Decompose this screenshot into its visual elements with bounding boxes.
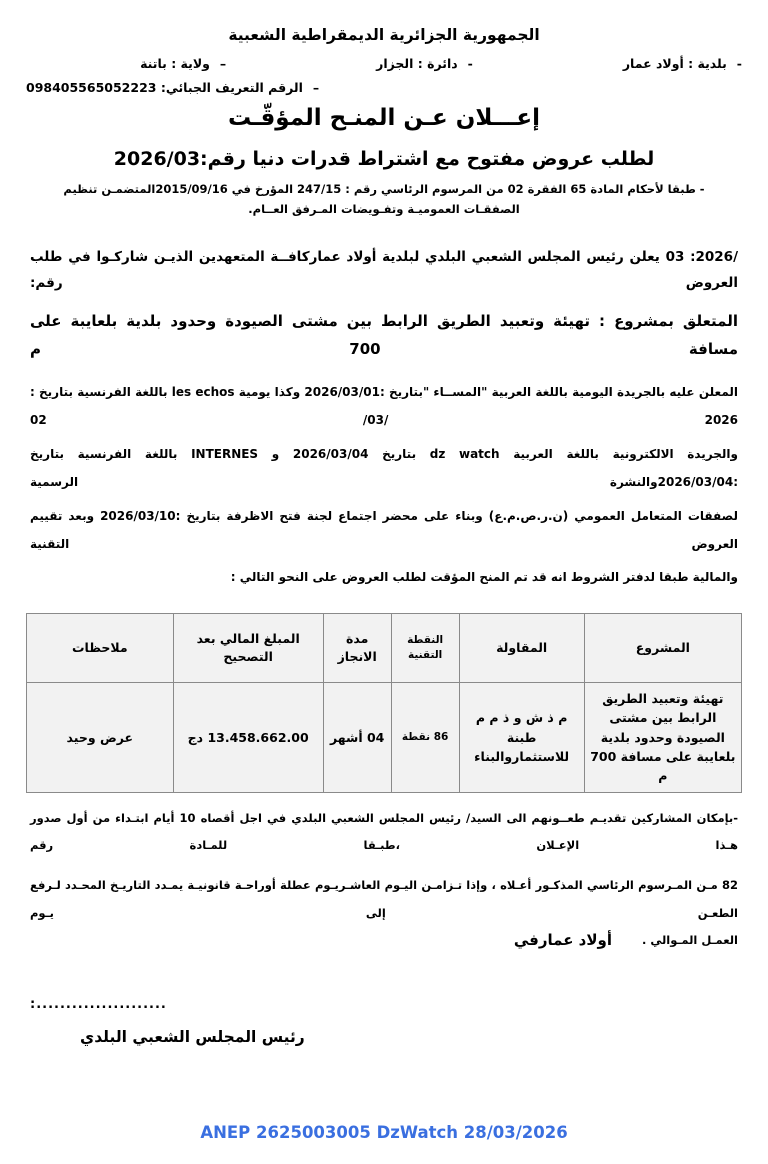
tax-id-value: 098405565052223 <box>26 80 157 95</box>
page-title: إعـــلان عـن المنـح المؤقّـت <box>228 105 540 131</box>
table-row <box>27 682 742 792</box>
announcement-body <box>30 245 738 591</box>
cell-contractor: م ذ ش و ذ م م طبنة للاستثماروالبناء <box>459 682 584 792</box>
amount-line2: التصحيح <box>223 648 273 664</box>
dotted-signature-line: :...................... <box>30 996 167 1012</box>
dash-separator-daira: - <box>467 56 473 71</box>
project-paragraph: المتعلق بمشروع : تهيئة وتعبيد الطريق الرابط بين مشتى الصيودة وحدود بلدية بلعايبة على مسافة 700 م <box>30 311 739 359</box>
column-header-remarks: ملاحظات <box>27 613 174 682</box>
award-table <box>26 613 742 793</box>
signature-title: رئيس المجلس الشعبي البلدي <box>80 1027 305 1046</box>
technical-point-line1: النقطة <box>407 633 444 646</box>
publication-line-4: والمالية طبقا لدفتر الشروط انه قد تم المنح المؤقت لطلب العروض على النحو التالي : <box>230 569 738 584</box>
bullet-dash-wilaya: – <box>219 56 227 71</box>
daira-entry <box>376 56 473 71</box>
cell-remarks: عرض وحيد <box>27 682 174 792</box>
dash-separator-baladia: - <box>736 56 742 71</box>
technical-point-line2: التقنية <box>407 648 443 661</box>
column-header-project: المشروع <box>584 613 741 682</box>
tax-id-row <box>0 80 768 95</box>
document-page <box>0 26 768 1164</box>
legal-reference-text: - طبقا لأحكام المادة 65 الفقرة 02 من المرسوم الرئاسي رقم : 247/15 المؤرخ في 2015/09/16المتضمـن تنظيم الصفقـات العموميـة وتفـويضات المـرفق العــام. <box>63 182 705 217</box>
duration-line2: الانجاز <box>337 648 377 664</box>
appeal-paragraph-2: 82 مـن المـرسوم الرئاسي المذكـور أعـلاه ، وإذا تـزامـن اليـوم العاشـريـوم عطلة أوراحـة قانونيـة يمـدد التاريـخ المحـدد لـرفع الطعـن إلى يـوم <box>30 877 738 920</box>
wilaya-label: ولاية : باتنة <box>140 56 210 71</box>
duration-line1: مدة <box>346 630 369 646</box>
cell-duration: 04 أشهر <box>323 682 391 792</box>
publication-line-3: لصفقات المتعامل العمومي (ن.ر.ص.م.ع) وبناء على محضر اجتماع لجنة فتح الاظرفة بتاريخ :2026/03/10 وبعد تقييم العروض التقنية <box>30 509 738 552</box>
daira-label: دائرة : الجزار <box>376 56 458 71</box>
cell-amount: 13.458.662.00 دج <box>173 682 323 792</box>
page-subtitle: لطلب عروض مفتوح مع اشتراط قدرات دنيا رقم:2026/03 <box>113 148 655 170</box>
appeal-paragraph-1: -بإمكان المشاركين تقديـم طعــونهم الى السيد/ رئيس المجلس الشعبي البلدي في اجل أقصاه 10 أيام ابتـداء من أول صدور هـذا الإعـلان ،طبـقا للمـادة رقم <box>30 810 739 853</box>
lead-paragraph: /2026: 03 يعلن رئيس المجلس الشعبي البلدي لبلدية أولاد عماركافــة المتعهدين الذيـن شاركـوا في طلب العروض رقم: <box>30 249 738 291</box>
cell-project: تهيئة وتعبيد الطريق الرابط بين مشتى الصيودة وحدود بلدية بلعايبة على مسافة 700 م <box>584 682 741 792</box>
cell-technical-point: 86 نقطة <box>391 682 459 792</box>
column-header-contractor: المقاولة <box>459 613 584 682</box>
column-header-amount <box>173 613 323 682</box>
administrative-header-row <box>0 56 768 71</box>
baladia-entry <box>623 56 742 71</box>
wilaya-entry <box>140 56 226 71</box>
place-name: أولاد عمارفي <box>513 930 612 949</box>
column-header-technical-point <box>391 613 459 682</box>
tax-id-entry <box>26 80 319 95</box>
publication-line-2: والجريدة الالكترونية باللغة العربية dz watch بتاريخ 2026/03/04 و INTERNES باللغة الفرنسية بتاريخ :2026/03/04والنشرة الرسمية <box>30 446 739 490</box>
bullet-dash-tax: – <box>312 80 320 95</box>
baladia-label: بلدية : أولاد عمار <box>622 56 727 71</box>
anep-footer: ANEP 2625003005 DzWatch 28/03/2026 <box>200 1123 568 1142</box>
tax-id-label: الرقم التعريف الجبائي: <box>160 80 303 95</box>
table-header-row <box>27 613 742 682</box>
republic-heading: الجمهورية الجزائرية الديمقراطية الشعبية <box>228 26 540 44</box>
column-header-duration <box>323 613 391 682</box>
publication-line-1: المعلن عليه بالجريدة اليومية باللغة العربية "المســاء "بتاريخ :2026/03/01 وكذا يومية les echos باللغة الفرنسية بتاريخ : 2026 /03/ 02 <box>30 384 738 427</box>
amount-line1: المبلغ المالي بعد <box>196 630 300 646</box>
appeal-paragraph-3: العمـل المـوالي . <box>641 933 738 948</box>
